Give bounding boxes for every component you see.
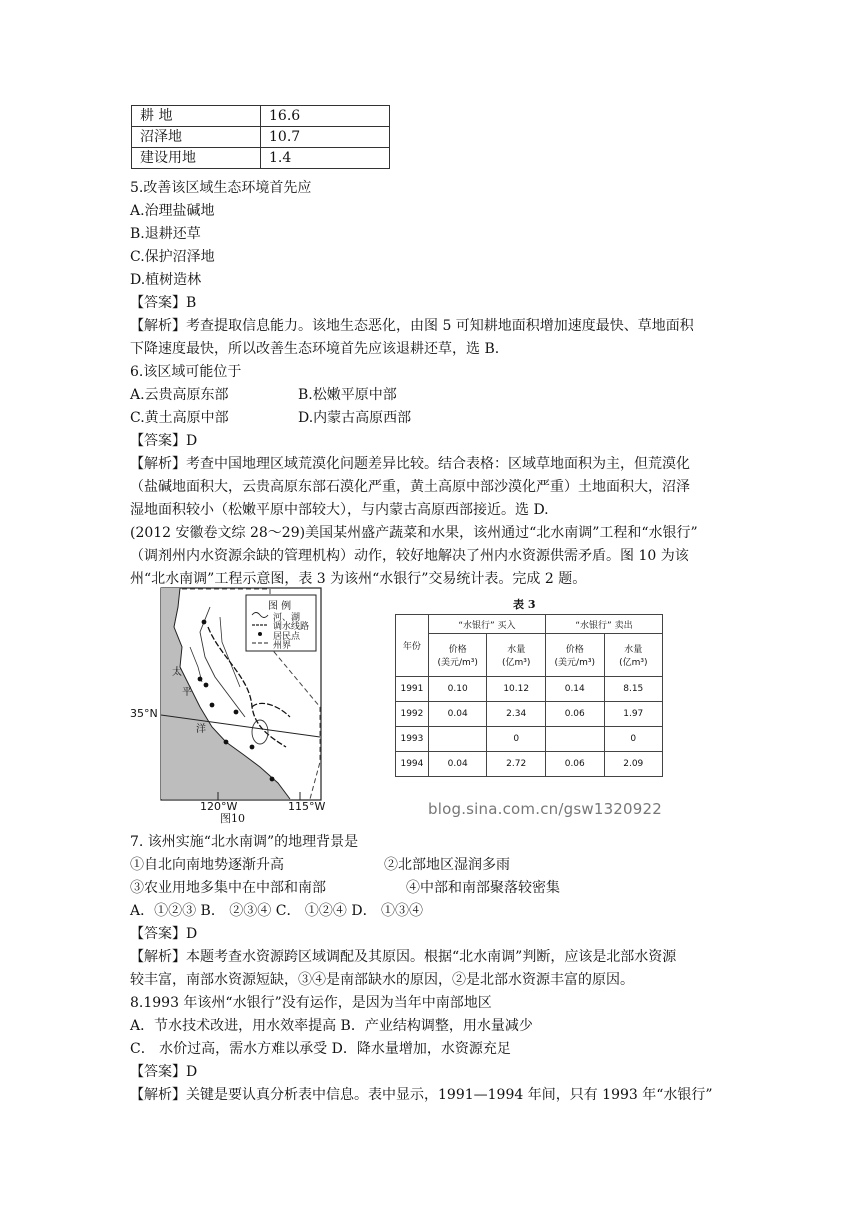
year-cell: 1991	[396, 677, 429, 702]
land-use-table	[131, 105, 390, 169]
option-c: C.黄土高原中部	[130, 410, 229, 426]
longitude-label-1: 120°W	[200, 800, 238, 813]
sell-volume-cell: 2.09	[604, 752, 662, 777]
buy-volume-cell: 10.12	[487, 677, 546, 702]
answer-5: 【答案】B	[130, 295, 197, 311]
sell-volume-cell: 0	[604, 727, 662, 752]
table-title: 表 3	[513, 598, 536, 611]
sell-price-cell: 0.14	[545, 677, 604, 702]
ocean-label-3: 洋	[196, 724, 206, 735]
legend-item-settlement: 居民点	[273, 632, 301, 642]
analysis-7-line1: 【解析】本题考查水资源跨区域调配及其原因。根据“北水南调”判断，应该是北部水资源	[130, 949, 677, 965]
price-header: 价格 (美元/m³)	[428, 634, 487, 677]
option-a: A.治理盐碱地	[130, 203, 215, 219]
buy-volume-cell: 0	[487, 727, 546, 752]
land-type-cell: 沼泽地	[132, 127, 261, 148]
legend-item-route: 调水线路	[273, 622, 310, 632]
price-header: 价格 (美元/m³)	[545, 634, 604, 677]
statement-1: ①自北向南地势逐渐升高	[130, 857, 284, 873]
year-cell: 1993	[396, 727, 429, 752]
figure-10-map	[130, 587, 340, 825]
watermark: blog.sina.com.cn/gsw1320922	[428, 800, 663, 818]
answer-6: 【答案】D	[130, 433, 198, 449]
water-bank-table	[395, 614, 663, 777]
table-row	[396, 677, 663, 702]
volume-header: 水量 (亿m³)	[604, 634, 662, 677]
year-cell: 1992	[396, 702, 429, 727]
option-d: D.植树造林	[130, 272, 202, 288]
land-type-cell: 建设用地	[132, 148, 261, 169]
answer-7: 【答案】D	[130, 926, 198, 942]
option-b: B.松嫩平原中部	[298, 387, 397, 403]
analysis-5-line1: 【解析】考查提取信息能力。该地生态恶化，由图 5 可知耕地面积增加速度最快、草地面积	[130, 318, 694, 334]
legend-item-border: 州界	[273, 641, 292, 651]
longitude-label-2: 115°W	[288, 800, 326, 813]
statement-2: ②北部地区湿润多雨	[384, 857, 510, 873]
analysis-6-line1: 【解析】考查中国地理区域荒漠化问题差异比较。结合表格：区域草地面积为主，但荒漠化	[130, 456, 690, 472]
land-value-cell: 10.7	[261, 127, 390, 148]
question-5: 5.改善该区域生态环境首先应	[130, 180, 312, 196]
sell-volume-cell: 8.15	[604, 677, 662, 702]
ocean-label-1: 太	[172, 667, 182, 678]
options-8-cd: C． 水价过高，需水方难以承受 D．降水量增加，水资源充足	[130, 1041, 511, 1057]
sell-price-cell: 0.06	[545, 752, 604, 777]
buy-price-cell	[428, 727, 487, 752]
option-d: D.内蒙古高原西部	[298, 410, 412, 426]
options-8-ab: A．节水技术改进，用水效率提高 B．产业结构调整，用水量减少	[130, 1018, 533, 1034]
map-graphic	[160, 587, 340, 821]
analysis-8-line1: 【解析】关键是要认真分析表中信息。表中显示，1991—1994 年间，只有 1993 年“水银行”	[130, 1087, 713, 1103]
sell-price-cell: 0.06	[545, 702, 604, 727]
volume-header: 水量 (亿m³)	[487, 634, 546, 677]
answer-8: 【答案】D	[130, 1064, 198, 1080]
statement-4: ④中部和南部聚落较密集	[406, 880, 560, 896]
option-b: B.退耕还草	[130, 226, 201, 242]
legend-item-river: 河、湖	[273, 613, 301, 623]
analysis-7-line2: 较丰富，南部水资源短缺，③④是南部缺水的原因，②是北部水资源丰富的原因。	[130, 972, 634, 988]
buy-header: “水银行” 买入	[428, 615, 545, 634]
analysis-5-line2: 下降速度最快，所以改善生态环境首先应该退耕还草，选 B.	[130, 341, 500, 357]
land-value-cell: 1.4	[261, 148, 390, 169]
option-a: A.云贵高原东部	[130, 387, 229, 403]
buy-volume-cell: 2.34	[487, 702, 546, 727]
table-row	[132, 127, 390, 148]
land-type-cell: 耕 地	[132, 106, 261, 127]
statement-3: ③农业用地多集中在中部和南部	[130, 880, 326, 896]
intro-line2: （调剂州内水资源余缺的管理机构）动作，较好地解决了州内水资源供需矛盾。图 10 为该	[130, 548, 689, 564]
table-3	[395, 596, 663, 786]
sell-volume-cell: 1.97	[604, 702, 662, 727]
year-cell: 1994	[396, 752, 429, 777]
table-row	[132, 148, 390, 169]
question-7: 7. 该州实施“北水南调”的地理背景是	[130, 834, 359, 850]
option-c: C.保护沼泽地	[130, 249, 215, 265]
figure-caption: 图10	[220, 812, 245, 825]
analysis-6-line3: 湿地面积较小（松嫩平原中部较大），与内蒙古高原西部接近。选 D.	[130, 502, 549, 518]
legend-title: 图 例	[268, 601, 292, 612]
table-row	[396, 702, 663, 727]
buy-price-cell: 0.10	[428, 677, 487, 702]
intro-line1: (2012 安徽卷文综 28～29)美国某州盛产蔬菜和水果，该州通过“北水南调”工程和“水银行”	[130, 525, 698, 541]
question-8: 8.1993 年该州“水银行”没有运作，是因为当年中南部地区	[130, 995, 492, 1011]
sell-header: “水银行” 卖出	[545, 615, 662, 634]
ocean-label-2: 平	[182, 687, 192, 698]
buy-price-cell: 0.04	[428, 702, 487, 727]
latitude-label: 35°N	[130, 707, 158, 720]
table-row	[396, 752, 663, 777]
question-6: 6.该区域可能位于	[130, 364, 242, 380]
table-row	[132, 106, 390, 127]
analysis-6-line2: （盐碱地面积大，云贵高原东部石漠化严重，黄土高原中部沙漠化严重）土地面积大，沼泽	[130, 479, 690, 495]
intro-line3: 州“北水南调”工程示意图，表 3 为该州“水银行”交易统计表。完成 2 题。	[130, 571, 587, 587]
sell-price-cell	[545, 727, 604, 752]
options-7: A．①②③ B． ②③④ C． ①②④ D． ①③④	[130, 903, 424, 919]
year-header: 年份	[396, 615, 429, 677]
table-row	[396, 727, 663, 752]
buy-price-cell: 0.04	[428, 752, 487, 777]
land-value-cell: 16.6	[261, 106, 390, 127]
buy-volume-cell: 2.72	[487, 752, 546, 777]
